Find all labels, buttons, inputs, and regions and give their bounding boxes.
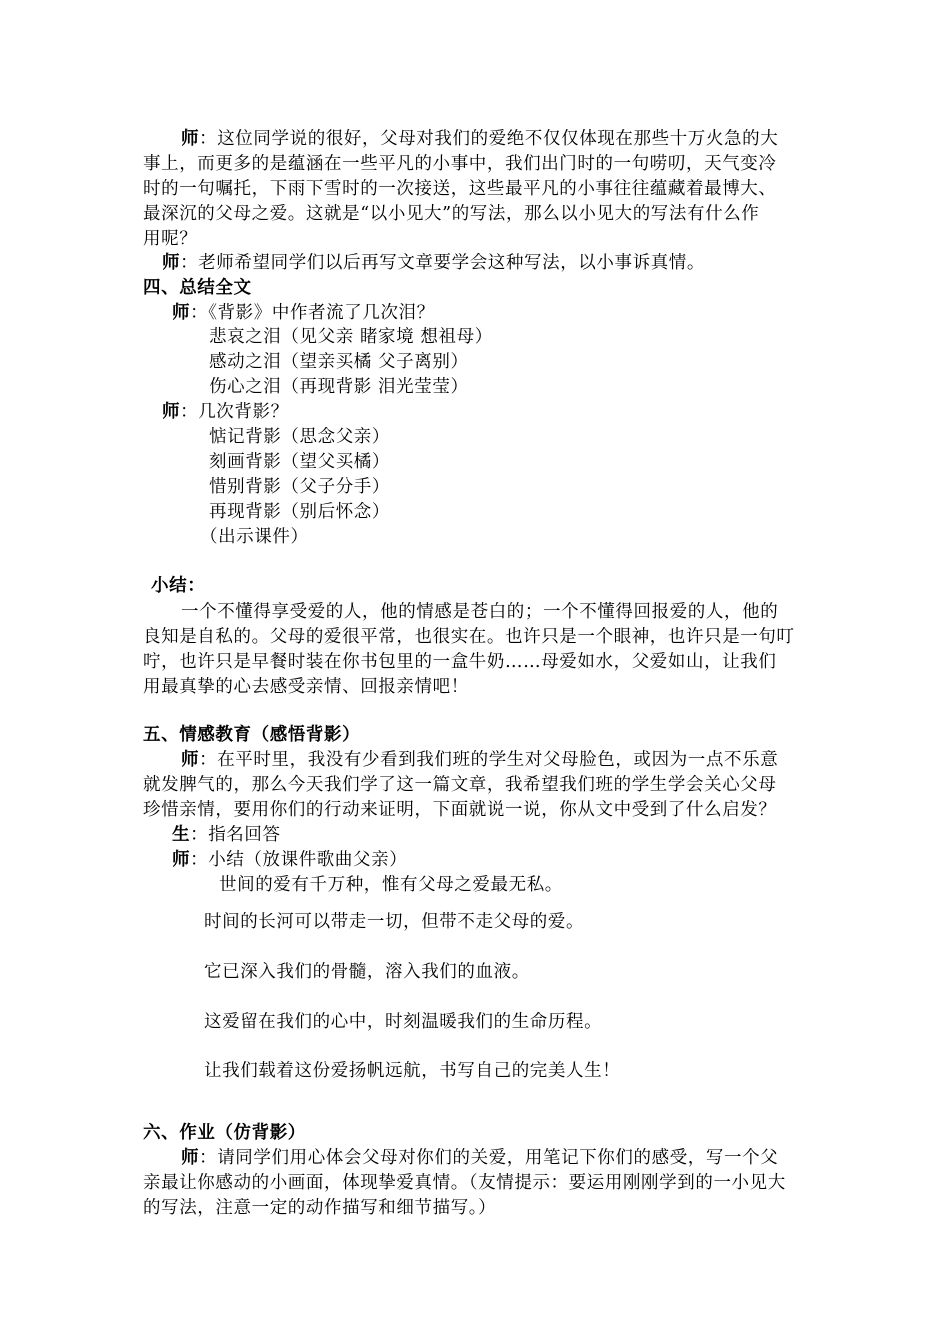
paragraph-line <box>172 823 281 847</box>
poem-line: 它已深入我们的骨髓，溶入我们的血液。 <box>204 962 530 982</box>
poem-line: 世间的爱有千万种，惟有父母之爱最无私。 <box>219 875 563 895</box>
paragraph-line: 用最真挚的心去感受亲情、回报亲情吧！ <box>143 677 469 697</box>
paragraph-line: 一个不懂得享受爱的人，他的情感是苍白的；一个不懂得回报爱的人，他的 <box>181 602 779 622</box>
line-text: ：小结（放课件歌曲父亲） <box>190 850 408 870</box>
list-item: 刻画背影（望父买橘） <box>209 452 390 472</box>
speaker-label: 师 <box>162 253 181 273</box>
paragraph-line <box>172 848 407 872</box>
poem-line: 让我们载着这份爱扬帆远航，书写自己的完美人生！ <box>204 1061 621 1081</box>
line-text: ：在平时里，我没有少看到我们班的学生对父母脸色，或因为一点不乐意 <box>199 750 779 770</box>
note-line: （出示课件） <box>200 527 309 547</box>
paragraph-line: 就发脾气的，那么今天我们学了这一篇文章，我希望我们班的学生学会关心父母 <box>143 775 777 795</box>
speaker-label: 师 <box>181 750 200 770</box>
paragraph-line: 的写法，注意一定的动作描写和细节描写。） <box>143 1198 497 1218</box>
section-heading: 五、情感教育（感悟背影） <box>143 725 361 745</box>
paragraph-line <box>181 748 778 772</box>
speaker-label: 生 <box>172 825 191 845</box>
section-heading: 四、总结全文 <box>143 278 252 298</box>
list-item: 惜别背影（父子分手） <box>209 477 390 497</box>
paragraph-line: 时的一句嘱托，下雨下雪时的一次接送，这些最平凡的小事往往蕴藏着最博大、 <box>143 179 777 199</box>
line-text: ：这位同学说的很好，父母对我们的爱绝不仅仅体现在那些十万火急的大 <box>199 129 779 149</box>
paragraph-line: 最深沉的父母之爱。这就是“以小见大”的写法，那么以小见大的写法有什么作 <box>143 204 760 224</box>
line-text: ：请同学们用心体会父母对你们的关爱，用笔记下你们的感受，写一个父 <box>199 1148 779 1168</box>
list-item: 再现背影（别后怀念） <box>209 502 390 522</box>
paragraph-line: 良知是自私的。父母的爱很平常，也很实在。也许只是一个眼神，也许只是一句叮 <box>143 627 795 647</box>
paragraph-line <box>162 400 289 424</box>
speaker-label: 师 <box>181 129 200 149</box>
paragraph-line: 咛，也许只是早餐时装在你书包里的一盒牛奶……母爱如水，父爱如山，让我们 <box>143 652 777 672</box>
paragraph-line: 珍惜亲情，要用你们的行动来证明，下面就说一说，你从文中受到了什么启发？ <box>143 800 777 820</box>
list-item: 悲哀之泪（见父亲 睹家境 想祖母） <box>209 327 493 347</box>
line-text: ：几次背影？ <box>180 402 289 422</box>
poem-line: 时间的长河可以带走一切，但带不走父母的爱。 <box>204 912 585 932</box>
paragraph-line: 事上，而更多的是蕴涵在一些平凡的小事中，我们出门时的一句唠叨，天气变冷 <box>143 154 777 174</box>
list-item: 感动之泪（望亲买橘 父子离别） <box>209 352 469 372</box>
paragraph-line: 亲最让你感动的小画面，体现挚爱真情。（友情提示：要运用刚刚学到的一小见大 <box>143 1173 786 1193</box>
line-text: ：指名回答 <box>190 825 281 845</box>
line-text: ：《背影》中作者流了几次泪？ <box>190 303 435 323</box>
list-item: 惦记背影（思念父亲） <box>209 427 390 447</box>
section-heading: 六、作业（仿背影） <box>143 1123 306 1143</box>
paragraph-line: 用呢？ <box>143 229 198 249</box>
poem-line: 这爱留在我们的心中，时刻温暖我们的生命历程。 <box>204 1012 603 1032</box>
list-item: 伤心之泪（再现背影 泪光莹莹） <box>209 377 469 397</box>
paragraph-line <box>181 1146 778 1170</box>
speaker-label: 师 <box>162 402 181 422</box>
speaker-label: 师 <box>172 850 191 870</box>
speaker-label: 师 <box>172 303 191 323</box>
paragraph-line <box>181 127 778 151</box>
paragraph-line <box>172 301 435 325</box>
line-text: ：老师希望同学们以后再写文章要学会这种写法，以小事诉真情。 <box>180 253 706 273</box>
speaker-label: 师 <box>181 1148 200 1168</box>
summary-heading: 小结： <box>151 576 206 596</box>
paragraph-line <box>162 251 705 275</box>
